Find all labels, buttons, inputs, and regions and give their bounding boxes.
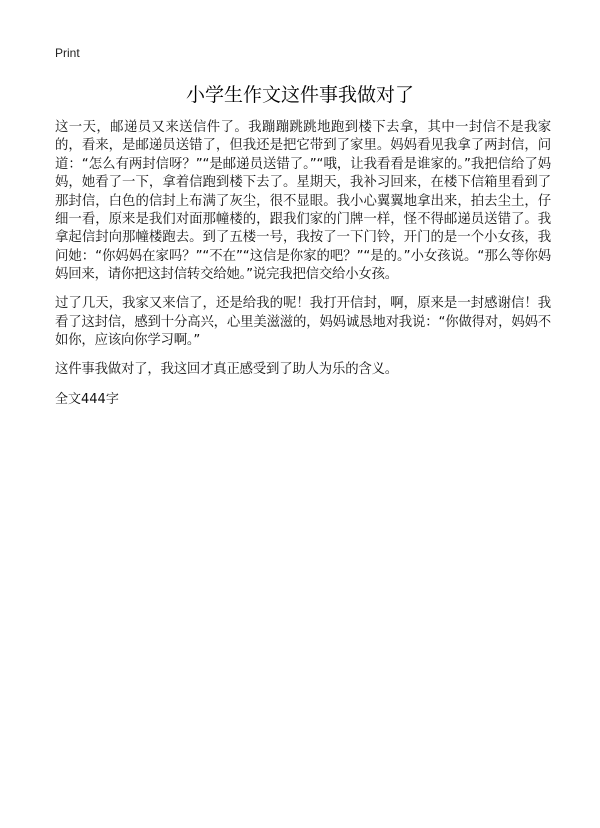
- article-body: [55, 119, 551, 409]
- word-count: 全文444字: [55, 392, 119, 408]
- paragraph-1: 这一天，邮递员又来送信件了。我蹦蹦跳跳地跑到楼下去拿，其中一封信不是我家的，看来，是邮递员送错了，但我还是把它带到了家里。妈妈看见我拿了两封信，问道：“怎么有两封信呀？”“是邮递员送错了。”“哦，让我看看是谁家的。”我把信给了妈妈，她看了一下，拿着信跑到楼下去了。星期天，我补习回来，在楼下信箱里看到了那封信，白色的信封上布满了灰尘，很不显眼。我小心翼翼地拿出来，拍去尘土，仔细一看，原来是我们对面那幢楼的，跟我们家的门牌一样，怪不得邮递员送错了。我拿起信封向那幢楼跑去。到了五楼一号，我按了一下门铃，开门的是一个小女孩，我问她：“你妈妈在家吗？”“不在”“这信是你家的吧？”“是的。”小女孩说。“那么等你妈妈回来，请你把这封信转交给她。”说完我把信交给小女孩。: [55, 120, 551, 283]
- paragraph-2: 过了几天，我家又来信了，还是给我的呢！我打开信封，啊，原来是一封感谢信！我看了这封信，感到十分高兴，心里美滋滋的，妈妈诚恳地对我说：“你做得对，妈妈不如你，应该向你学习啊。”: [55, 296, 551, 348]
- print-link[interactable]: Print: [55, 46, 80, 60]
- paragraph-3: 这件事我做对了，我这回才真正感受到了助人为乐的含义。: [55, 361, 398, 377]
- article-title: 小学生作文这件事我做对了: [185, 84, 414, 106]
